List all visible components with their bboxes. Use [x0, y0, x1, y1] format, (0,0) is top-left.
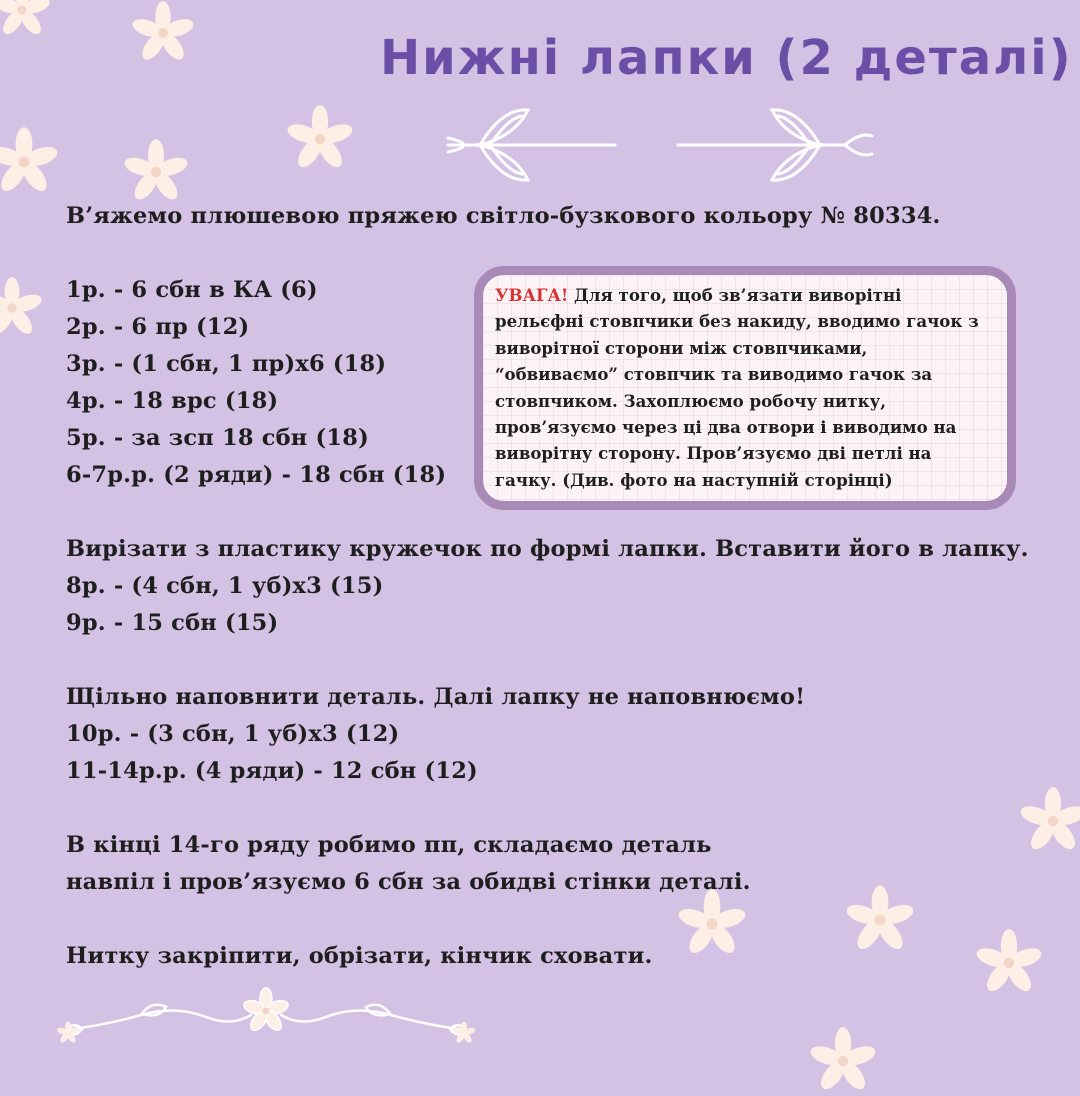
note-line: виворітної сторони між стовпчиками, — [495, 337, 868, 358]
note-line: рельєфні стовпчики без накиду, вводимо гачок з — [495, 311, 979, 332]
row-instruction: 3р. - (1 сбн, 1 пр)х6 (18) — [66, 351, 387, 377]
row-instruction: 5р. - за зсп 18 сбн (18) — [66, 425, 369, 451]
note-line: виворітну сторону. Пров’язуємо дві петлі на — [495, 443, 932, 464]
row-instruction: 8р. - (4 сбн, 1 уб)х3 (15) — [66, 573, 384, 599]
daisy-flower-icon — [0, 0, 52, 40]
instruction-text: Вирізати з пластику кружечок по формі лапки. Вставити його в лапку. — [66, 536, 1029, 562]
instruction-text: Нитку закріпити, обрізати, кінчик сховати. — [66, 943, 653, 969]
note-line: “обвиваємо” стовпчик та виводимо гачок за — [495, 364, 933, 385]
daisy-flower-icon — [1018, 786, 1080, 856]
row-instruction: 2р. - 6 пр (12) — [66, 314, 250, 340]
leaf-arrow-divider-icon — [440, 100, 880, 190]
daisy-flower-icon — [676, 888, 748, 960]
row-instruction: 6-7р.р. (2 ряди) - 18 сбн (18) — [66, 462, 447, 488]
note-line: стовпчиком. Захоплюємо робочу нитку, — [495, 390, 886, 411]
note-line: гачку. (Див. фото на наступній сторінці) — [495, 469, 893, 490]
daisy-flower-icon — [974, 928, 1044, 998]
daisy-flower-icon — [0, 126, 60, 198]
row-instruction: 10р. - (3 сбн, 1 уб)х3 (12) — [66, 721, 400, 747]
row-instruction: 11-14р.р. (4 ряди) - 12 сбн (12) — [66, 758, 478, 784]
row-instruction: 4р. - 18 врс (18) — [66, 388, 279, 414]
daisy-flower-icon — [808, 1026, 878, 1096]
intro-text: В’яжемо плюшевою пряжею світло-бузкового кольору № 80334. — [66, 203, 941, 229]
row-instruction: 9р. - 15 сбн (15) — [66, 610, 279, 636]
floral-swirl-divider-icon — [46, 985, 486, 1055]
note-line: Для того, щоб зв’язати виворітні — [574, 285, 902, 305]
instruction-text: В кінці 14-го ряду робимо пп, складаємо деталь — [66, 832, 712, 858]
page-title: Нижні лапки (2 деталі) — [380, 30, 1073, 86]
note-warning-label: УВАГА! — [495, 285, 569, 305]
daisy-flower-icon — [844, 884, 916, 956]
daisy-flower-icon — [122, 138, 190, 206]
instruction-text: Щільно наповнити деталь. Далі лапку не наповнюємо! — [66, 684, 806, 710]
daisy-flower-icon — [130, 0, 196, 66]
note-line: пров’язуємо через ці два отвори і виводимо на — [495, 417, 957, 438]
instruction-text: навпіл і пров’язуємо 6 сбн за обидві стінки деталі. — [66, 869, 751, 895]
daisy-flower-icon — [285, 104, 355, 174]
daisy-flower-icon — [0, 276, 44, 340]
attention-note — [474, 266, 1016, 510]
row-instruction: 1р. - 6 сбн в КА (6) — [66, 277, 318, 303]
